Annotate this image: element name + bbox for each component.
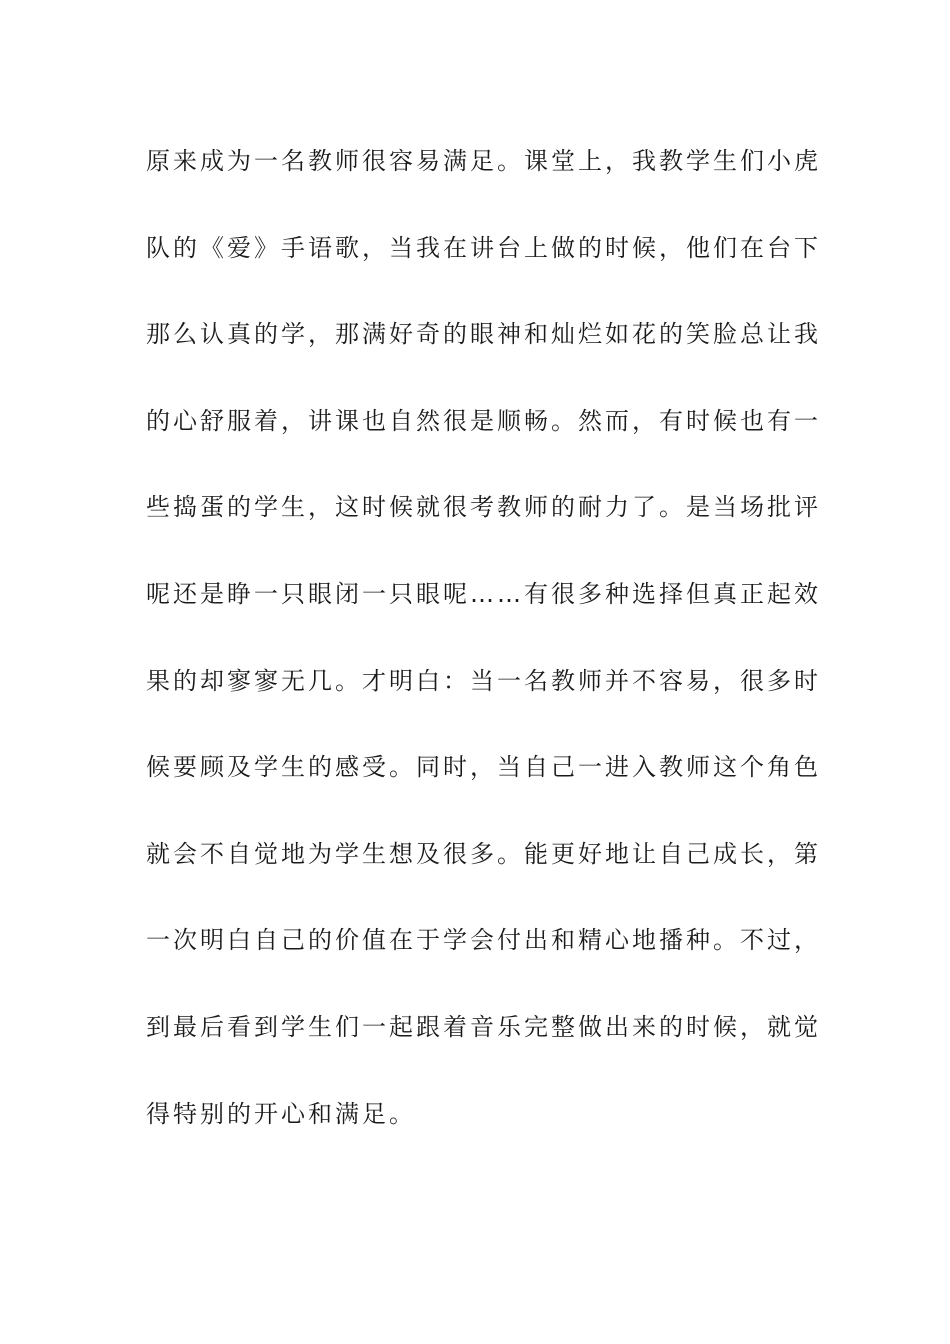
text-line: 果的却寥寥无几。才明白：当一名教师并不容易，很多时 — [146, 666, 821, 695]
text-line: 队的《爱》手语歌，当我在讲台上做的时候，他们在台下 — [146, 233, 821, 262]
text-line: 呢还是睁一只眼闭一只眼呢……有很多种选择但真正起效 — [146, 579, 821, 608]
text-line: 些捣蛋的学生，这时候就很考教师的耐力了。是当场批评 — [146, 493, 821, 522]
text-line: 就会不自觉地为学生想及很多。能更好地让自己成长，第 — [146, 839, 821, 868]
text-line: 候要顾及学生的感受。同时，当自己一进入教师这个角色 — [146, 753, 821, 782]
text-line: 的心舒服着，讲课也自然很是顺畅。然而，有时候也有一 — [146, 406, 821, 435]
body-paragraph — [146, 138, 821, 1177]
text-line: 原来成为一名教师很容易满足。课堂上，我教学生们小虎 — [146, 147, 821, 175]
text-line: 到最后看到学生们一起跟着音乐完整做出来的时候，就觉 — [146, 1012, 821, 1041]
text-line: 那么认真的学，那满好奇的眼神和灿烂如花的笑脸总让我 — [146, 320, 821, 349]
text-line: 一次明白自己的价值在于学会付出和精心地播种。不过， — [146, 926, 821, 955]
text-line: 得特别的开心和满足。 — [146, 1099, 416, 1128]
